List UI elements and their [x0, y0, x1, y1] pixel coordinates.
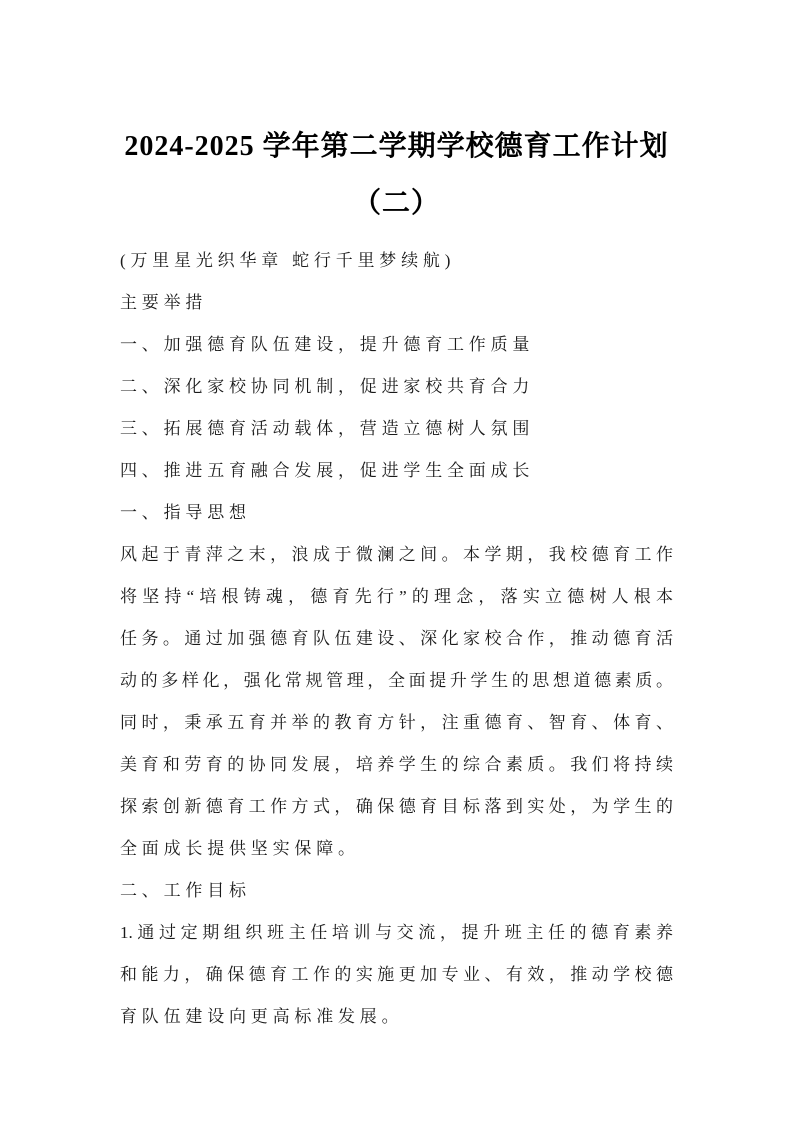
body-line: 风起于青萍之末，浪成于微澜之间。本学期，我校德育工作: [120, 545, 673, 564]
document-title-line-1: 2024-2025 学年第二学期学校德育工作计划: [124, 131, 669, 162]
body-line: 全面成长提供坚实保障。: [120, 839, 360, 858]
body-line: 美育和劳育的协同发展，培养学生的综合素质。我们将持续: [120, 755, 673, 774]
body-line: 三、拓展德育活动载体，营造立德树人氛围: [120, 419, 535, 438]
body-line: 二、深化家校协同机制，促进家校共育合力: [120, 377, 535, 396]
document-body: [120, 240, 673, 1038]
body-line: 动的多样化，强化常规管理，全面提升学生的思想道德素质。: [120, 671, 673, 690]
document-title: [120, 118, 673, 232]
body-line: 将坚持“培根铸魂，德育先行”的理念，落实立德树人根本: [120, 587, 673, 606]
body-line: 育队伍建设向更高标准发展。: [120, 1007, 404, 1026]
body-line: 一、加强德育队伍建设，提升德育工作质量: [120, 335, 535, 354]
body-line: 和能力，确保德育工作的实施更加专业、有效，推动学校德: [120, 965, 673, 984]
body-line: 探索创新德育工作方式，确保德育目标落到实处，为学生的: [120, 797, 673, 816]
body-line: 四、推进五育融合发展，促进学生全面成长: [120, 461, 535, 480]
body-line: 1.通过定期组织班主任培训与交流，提升班主任的德育素养: [120, 923, 673, 942]
body-line: 主要举措: [120, 293, 208, 312]
body-line: (万里星光织华章 蛇行千里梦续航): [120, 251, 456, 270]
body-line: 同时，秉承五育并举的教育方针，注重德育、智育、体育、: [120, 713, 673, 732]
body-line: 二、工作目标: [120, 881, 251, 900]
body-line: 一、指导思想: [120, 503, 251, 522]
body-line: 任务。通过加强德育队伍建设、深化家校合作，推动德育活: [120, 629, 673, 648]
document-title-line-2: （二）: [352, 188, 440, 219]
